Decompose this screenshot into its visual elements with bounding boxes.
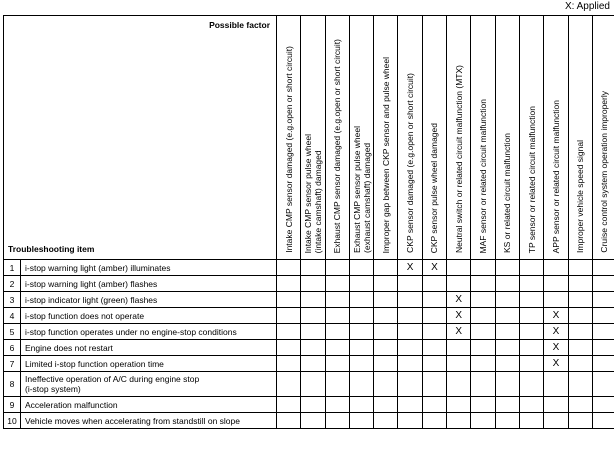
applied-mark-cell — [325, 292, 349, 308]
applied-mark-cell — [568, 260, 592, 276]
applied-mark-cell — [301, 340, 325, 356]
applied-mark-cell — [349, 292, 373, 308]
applied-mark-cell — [592, 276, 614, 292]
applied-mark-cell — [519, 397, 543, 413]
applied-mark-cell — [325, 308, 349, 324]
applied-mark-cell — [447, 372, 471, 397]
factor-label-line: (exhaust camshaft) damaged — [361, 142, 372, 253]
applied-mark-cell — [519, 356, 543, 372]
applied-mark-cell — [325, 413, 349, 429]
applied-mark-cell — [422, 324, 446, 340]
applied-mark-cell — [471, 340, 495, 356]
applied-mark-cell — [398, 397, 422, 413]
applied-mark-cell — [592, 292, 614, 308]
applied-mark-cell — [471, 276, 495, 292]
factor-header-3 — [325, 16, 349, 260]
applied-mark-cell — [301, 372, 325, 397]
applied-mark-cell: X — [544, 324, 568, 340]
troubleshooting-item — [21, 324, 277, 340]
applied-mark-cell — [471, 260, 495, 276]
applied-mark-cell — [519, 372, 543, 397]
applied-mark-cell — [592, 340, 614, 356]
factor-header-14 — [592, 16, 614, 260]
factor-header-8 — [447, 16, 471, 260]
applied-mark-cell — [374, 260, 398, 276]
applied-mark-cell — [374, 308, 398, 324]
factor-header-12 — [544, 16, 568, 260]
row-number: 8 — [4, 372, 21, 397]
applied-mark-cell — [422, 292, 446, 308]
troubleshooting-item — [21, 356, 277, 372]
factor-header-11 — [519, 16, 543, 260]
applied-mark-cell — [592, 372, 614, 397]
applied-mark-cell — [277, 308, 301, 324]
factor-label-line: Improper gap between CKP sensor and pulse wheel — [380, 56, 391, 253]
row-number: 2 — [4, 276, 21, 292]
applied-mark-cell — [301, 260, 325, 276]
factor-label-line: Intake CMP sensor damaged (e.g.open or short circuit) — [283, 46, 294, 253]
applied-mark-cell — [325, 372, 349, 397]
item-text-line: Engine does not restart — [25, 342, 113, 353]
applied-mark-cell — [398, 413, 422, 429]
factor-label — [405, 65, 415, 259]
factor-label — [502, 125, 512, 259]
applied-mark-cell — [544, 276, 568, 292]
applied-mark-cell — [495, 324, 519, 340]
applied-mark-cell — [495, 308, 519, 324]
applied-mark-cell — [301, 413, 325, 429]
applied-mark-cell — [592, 260, 614, 276]
troubleshooting-item-label: Troubleshooting item — [8, 244, 95, 254]
applied-mark-cell — [519, 324, 543, 340]
applied-mark-cell — [277, 372, 301, 397]
item-text-line: i-stop function does not operate — [25, 310, 145, 321]
factor-header-2 — [301, 16, 325, 260]
factor-label — [303, 126, 323, 259]
factor-label-line: TP sensor or related circuit malfunction — [526, 105, 537, 253]
row-number: 10 — [4, 413, 21, 429]
table-row — [4, 413, 614, 429]
applied-mark-cell — [592, 397, 614, 413]
applied-mark-cell — [447, 340, 471, 356]
applied-mark-cell — [301, 324, 325, 340]
troubleshooting-item — [21, 340, 277, 356]
table-row — [4, 260, 614, 276]
item-text-line: Limited i-stop function operation time — [25, 358, 164, 369]
applied-mark-cell — [544, 413, 568, 429]
legend-applied: X: Applied — [564, 1, 610, 12]
item-text-line: i-stop function operates under no engine-stop conditions — [25, 326, 237, 337]
applied-mark-cell — [568, 397, 592, 413]
applied-mark-cell — [592, 356, 614, 372]
applied-mark-cell — [374, 413, 398, 429]
applied-mark-cell — [277, 292, 301, 308]
applied-mark-cell — [398, 308, 422, 324]
troubleshooting-item — [21, 276, 277, 292]
factor-label — [352, 118, 372, 259]
applied-mark-cell — [349, 340, 373, 356]
factor-label-line: Improper vehicle speed signal — [575, 140, 586, 253]
applied-mark-cell — [301, 292, 325, 308]
factor-label — [284, 38, 294, 259]
applied-mark-cell — [398, 324, 422, 340]
factor-label — [429, 115, 439, 259]
applied-mark-cell — [544, 372, 568, 397]
factor-label-line: CKP sensor pulse wheel damaged — [429, 122, 440, 253]
applied-mark-cell — [471, 308, 495, 324]
row-number: 7 — [4, 356, 21, 372]
row-number: 1 — [4, 260, 21, 276]
factor-label-line: Intake CMP sensor pulse wheel — [302, 133, 313, 253]
applied-mark-cell — [325, 340, 349, 356]
applied-mark-cell — [519, 260, 543, 276]
applied-mark-cell — [568, 340, 592, 356]
applied-mark-cell — [471, 372, 495, 397]
applied-mark-cell — [349, 397, 373, 413]
applied-mark-cell: X — [398, 260, 422, 276]
applied-mark-cell — [422, 340, 446, 356]
factor-label — [454, 57, 464, 259]
applied-mark-cell — [568, 276, 592, 292]
factor-label-line: (intake camshaft) damaged — [312, 150, 323, 253]
possible-factor-label: Possible factor — [209, 20, 270, 30]
applied-mark-cell — [495, 372, 519, 397]
factor-label — [599, 83, 609, 259]
applied-mark-cell — [277, 324, 301, 340]
applied-mark-cell — [422, 356, 446, 372]
row-number: 5 — [4, 324, 21, 340]
applied-mark-cell — [471, 292, 495, 308]
applied-mark-cell — [495, 356, 519, 372]
factor-label-line: CKP sensor damaged (e.g.open or short circuit) — [405, 73, 416, 253]
factor-label — [551, 92, 561, 259]
troubleshooting-item — [21, 260, 277, 276]
troubleshooting-matrix — [3, 15, 614, 429]
factor-label-line: MAF sensor or related circuit malfunction — [478, 98, 489, 253]
item-text-line: Acceleration malfunction — [25, 399, 118, 410]
applied-mark-cell — [471, 356, 495, 372]
applied-mark-cell — [422, 372, 446, 397]
applied-mark-cell — [349, 260, 373, 276]
item-text-line: i-stop warning light (amber) illuminates — [25, 262, 171, 273]
applied-mark-cell — [325, 260, 349, 276]
item-text-line: (i-stop system) — [25, 384, 81, 394]
factor-header-6 — [398, 16, 422, 260]
applied-mark-cell: X — [544, 308, 568, 324]
applied-mark-cell — [374, 276, 398, 292]
table-row — [4, 340, 614, 356]
applied-mark-cell — [277, 340, 301, 356]
applied-mark-cell — [495, 260, 519, 276]
row-number: 3 — [4, 292, 21, 308]
applied-mark-cell — [422, 397, 446, 413]
applied-mark-cell — [519, 308, 543, 324]
applied-mark-cell — [592, 413, 614, 429]
applied-mark-cell — [349, 276, 373, 292]
factor-header-4 — [349, 16, 373, 260]
factor-label-line: Exhaust CMP sensor pulse wheel — [351, 126, 362, 253]
applied-mark-cell — [422, 276, 446, 292]
table-row — [4, 372, 614, 397]
applied-mark-cell: X — [447, 308, 471, 324]
applied-mark-cell — [519, 292, 543, 308]
applied-mark-cell — [374, 324, 398, 340]
factor-label-line: APP sensor or related circuit malfunction — [550, 99, 561, 253]
applied-mark-cell — [519, 276, 543, 292]
factor-label-line: Cruise control system operation improperly — [599, 91, 610, 253]
applied-mark-cell — [301, 356, 325, 372]
applied-mark-cell: X — [544, 340, 568, 356]
applied-mark-cell — [519, 340, 543, 356]
factor-label — [381, 49, 391, 259]
header-row — [4, 16, 614, 260]
table-row — [4, 276, 614, 292]
applied-mark-cell — [544, 397, 568, 413]
factor-header-9 — [471, 16, 495, 260]
applied-mark-cell — [568, 413, 592, 429]
applied-mark-cell — [277, 356, 301, 372]
factor-header-5 — [374, 16, 398, 260]
applied-mark-cell — [447, 260, 471, 276]
applied-mark-cell — [374, 292, 398, 308]
item-text-line: i-stop warning light (amber) flashes — [25, 278, 158, 289]
applied-mark-cell — [325, 356, 349, 372]
table-row — [4, 324, 614, 340]
factor-label-line: KS or related circuit malfunction — [502, 133, 513, 253]
table-row — [4, 292, 614, 308]
table-row — [4, 397, 614, 413]
factor-header-1 — [277, 16, 301, 260]
item-text-line: Vehicle moves when accelerating from standstill on slope — [25, 415, 240, 426]
applied-mark-cell — [277, 397, 301, 413]
applied-mark-cell — [495, 292, 519, 308]
applied-mark-cell — [544, 292, 568, 308]
applied-mark-cell — [495, 340, 519, 356]
applied-mark-cell — [519, 413, 543, 429]
applied-mark-cell — [398, 292, 422, 308]
applied-mark-cell — [374, 397, 398, 413]
item-text-line: i-stop indicator light (green) flashes — [25, 294, 158, 305]
applied-mark-cell — [471, 397, 495, 413]
applied-mark-cell — [447, 276, 471, 292]
applied-mark-cell — [447, 397, 471, 413]
applied-mark-cell: X — [447, 324, 471, 340]
factor-label-line: Exhaust CMP sensor damaged (e.g.open or short circuit) — [332, 38, 343, 253]
applied-mark-cell — [495, 276, 519, 292]
applied-mark-cell — [277, 276, 301, 292]
applied-mark-cell — [568, 372, 592, 397]
applied-mark-cell: X — [544, 356, 568, 372]
applied-mark-cell — [422, 413, 446, 429]
factor-label — [478, 91, 488, 259]
applied-mark-cell — [447, 413, 471, 429]
troubleshooting-item — [21, 397, 277, 413]
applied-mark-cell — [471, 413, 495, 429]
factor-header-10 — [495, 16, 519, 260]
row-number: 6 — [4, 340, 21, 356]
troubleshooting-item — [21, 308, 277, 324]
applied-mark-cell — [277, 260, 301, 276]
factor-label — [332, 31, 342, 259]
factor-label — [575, 132, 585, 259]
factor-header-13 — [568, 16, 592, 260]
factor-label-line: Neutral switch or related circuit malfunction (MTX) — [453, 64, 464, 253]
applied-mark-cell — [374, 356, 398, 372]
troubleshooting-item — [21, 413, 277, 429]
applied-mark-cell — [495, 397, 519, 413]
applied-mark-cell — [568, 292, 592, 308]
applied-mark-cell — [349, 356, 373, 372]
applied-mark-cell — [301, 397, 325, 413]
applied-mark-cell — [544, 260, 568, 276]
applied-mark-cell — [568, 324, 592, 340]
applied-mark-cell — [349, 372, 373, 397]
applied-mark-cell — [398, 340, 422, 356]
applied-mark-cell — [301, 308, 325, 324]
applied-mark-cell — [325, 276, 349, 292]
applied-mark-cell — [447, 356, 471, 372]
troubleshooting-item — [21, 292, 277, 308]
item-text-line: Ineffective operation of A/C during engine stop — [25, 374, 200, 384]
applied-mark-cell — [568, 308, 592, 324]
applied-mark-cell — [422, 308, 446, 324]
applied-mark-cell: X — [422, 260, 446, 276]
table-row — [4, 308, 614, 324]
applied-mark-cell — [592, 308, 614, 324]
applied-mark-cell — [349, 308, 373, 324]
applied-mark-cell — [374, 372, 398, 397]
applied-mark-cell — [301, 276, 325, 292]
applied-mark-cell — [471, 324, 495, 340]
factor-header-7 — [422, 16, 446, 260]
applied-mark-cell — [325, 397, 349, 413]
applied-mark-cell — [349, 413, 373, 429]
troubleshooting-item — [21, 372, 277, 397]
applied-mark-cell — [325, 324, 349, 340]
factor-label — [527, 98, 537, 259]
table-row — [4, 356, 614, 372]
applied-mark-cell — [495, 413, 519, 429]
applied-mark-cell — [398, 372, 422, 397]
applied-mark-cell — [592, 324, 614, 340]
applied-mark-cell — [398, 276, 422, 292]
row-number: 4 — [4, 308, 21, 324]
header-corner — [4, 16, 277, 260]
row-number: 9 — [4, 397, 21, 413]
applied-mark-cell: X — [447, 292, 471, 308]
applied-mark-cell — [568, 356, 592, 372]
applied-mark-cell — [277, 413, 301, 429]
applied-mark-cell — [374, 340, 398, 356]
applied-mark-cell — [349, 324, 373, 340]
applied-mark-cell — [398, 356, 422, 372]
